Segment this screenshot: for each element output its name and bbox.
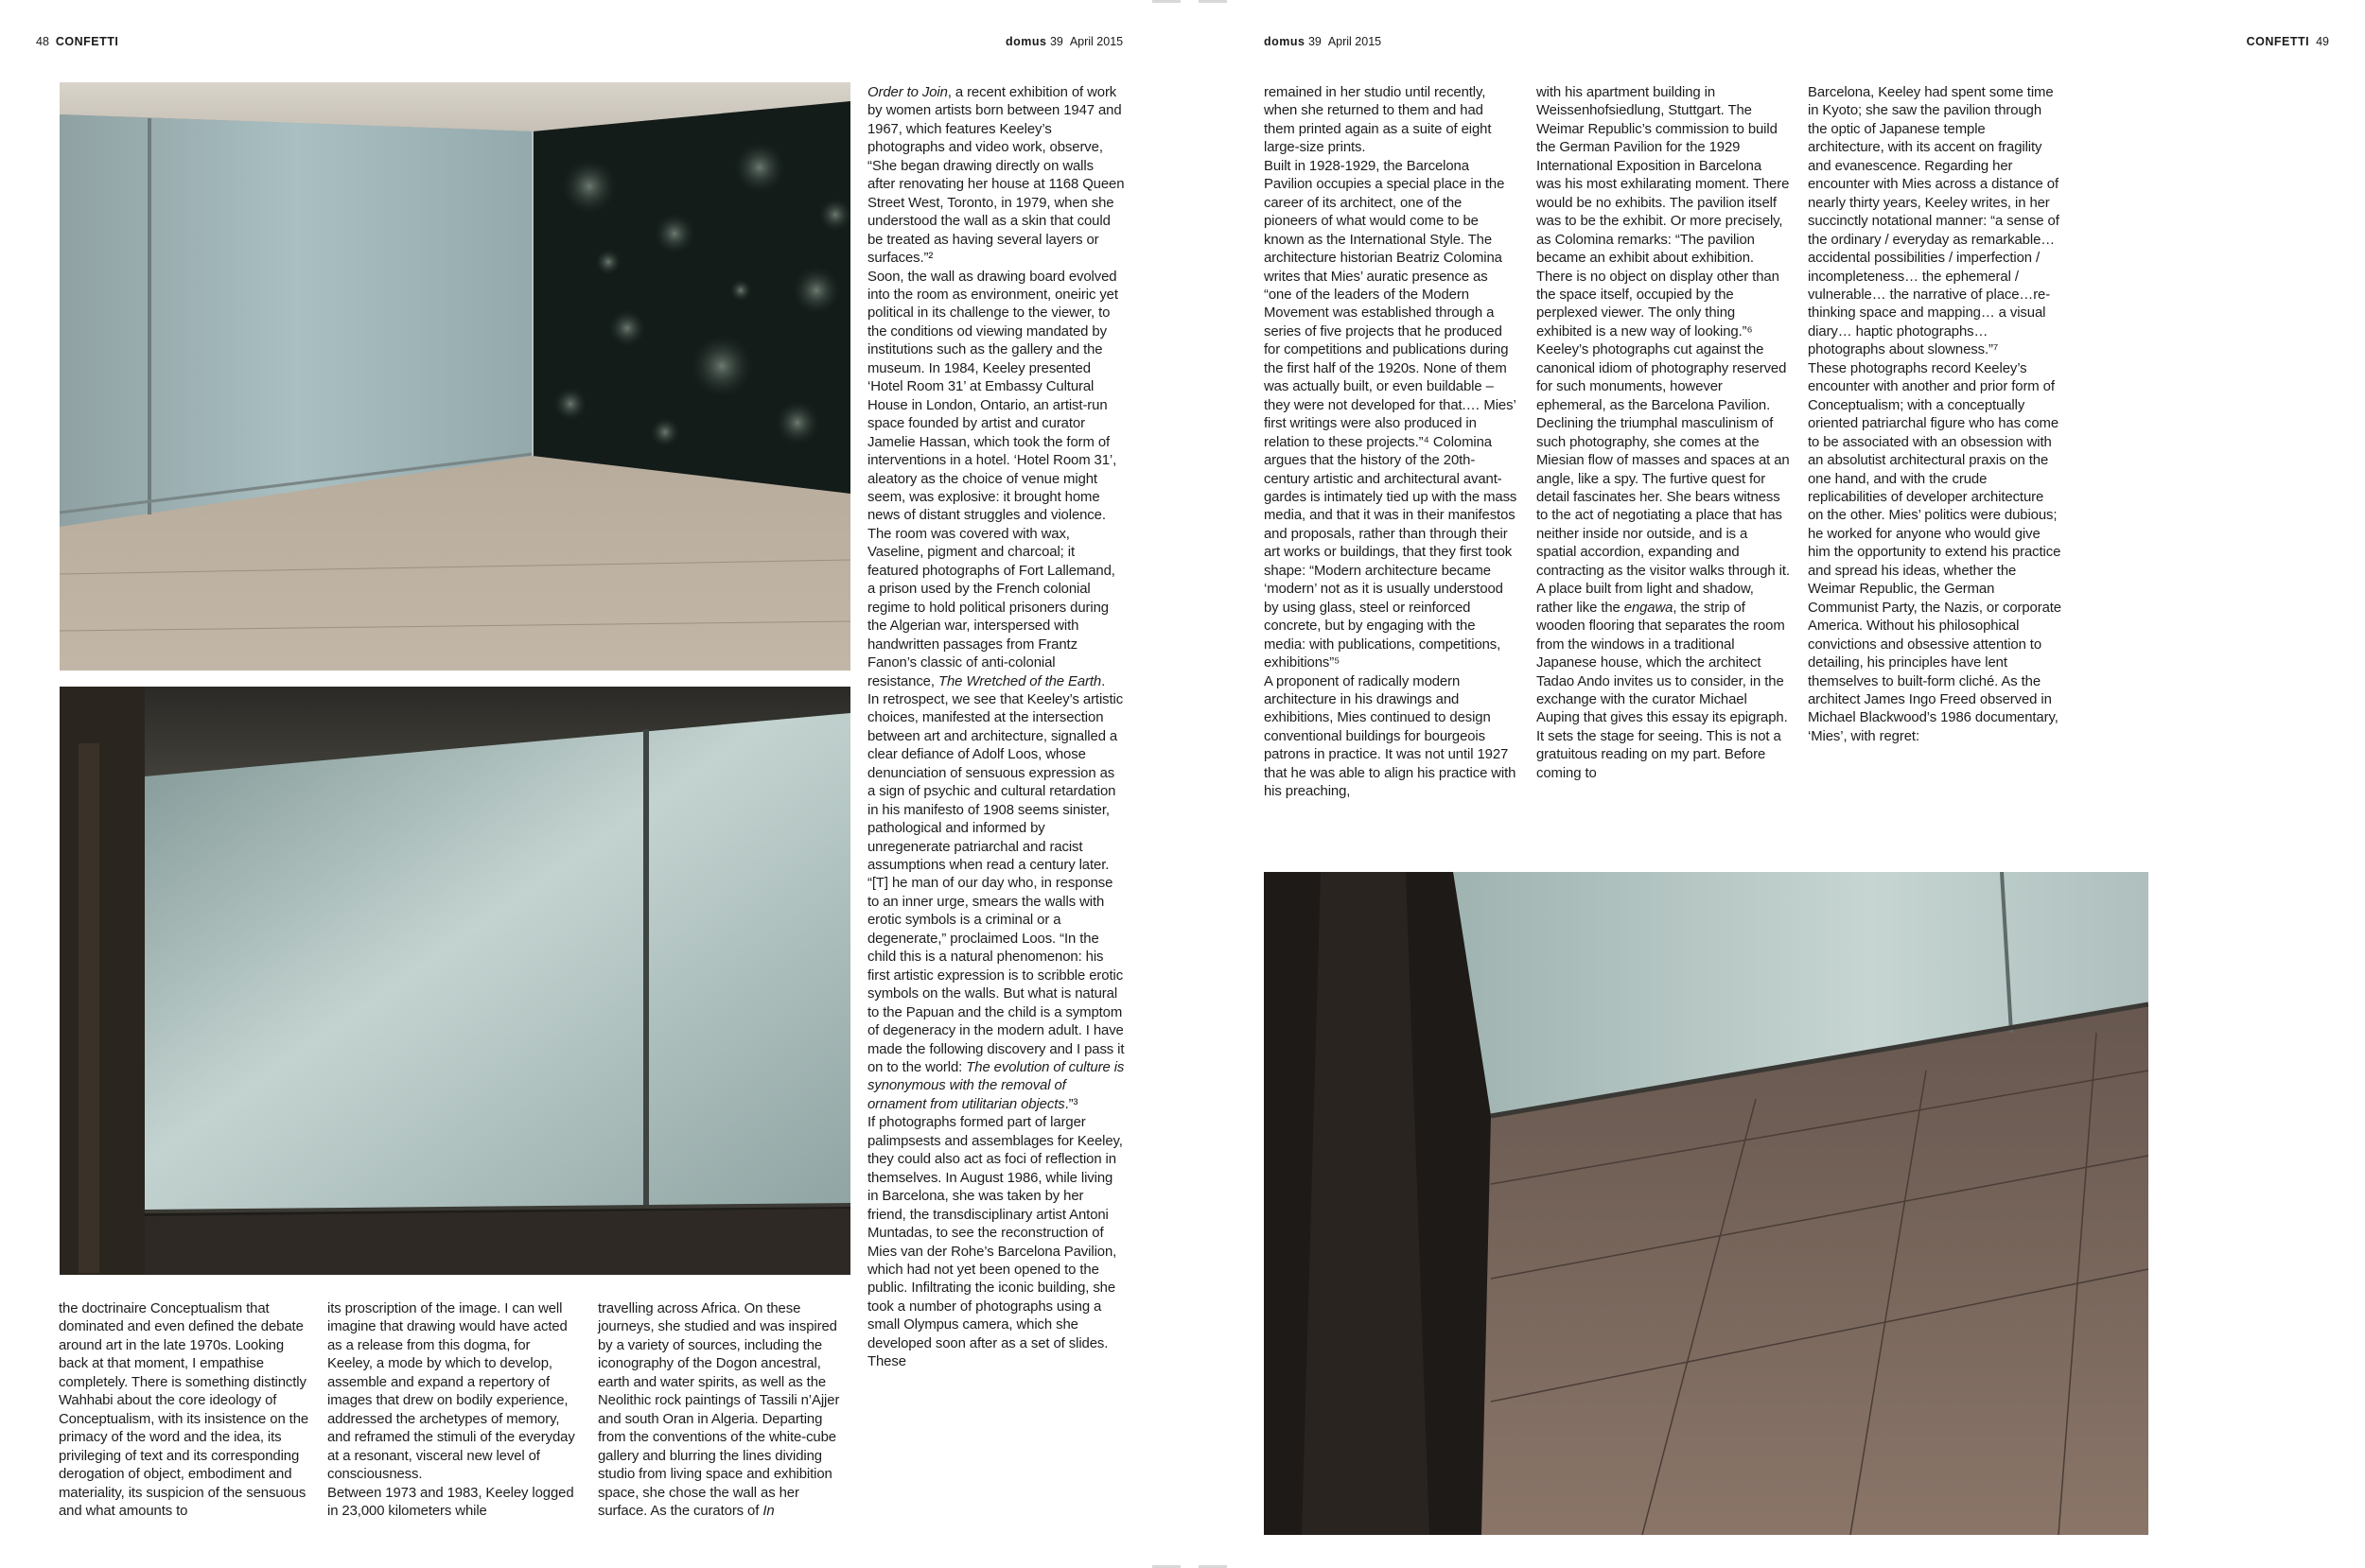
paragraph-text: remained in her studio until recently, when she returned to them and had them printed again as a suite of eight large-size prints. — [1264, 85, 1492, 156]
paragraph — [1808, 84, 2061, 360]
left-page-header — [36, 35, 118, 48]
left-issue-number: 39 — [1049, 35, 1063, 48]
paragraph — [1264, 84, 1517, 158]
paragraph-text-end: .”³ — [1064, 1096, 1078, 1112]
paragraph — [867, 1114, 1125, 1371]
top-gutter-mark-right — [1199, 0, 1227, 3]
photo-barcelona-pavilion-marble-corner — [60, 82, 850, 671]
paragraph-text: In retrospect, we see that Keeley’s artistic choices, manifested at the intersection between art and architecture, signalled a clear defiance of Adolf Loos, whose denunciation of sensuous expression as a sign of psychic and cultural retardation in his manifesto of 1908 seems sinister, pathological and informed by unregenerate patriarchal and racist assumptions when read a century later. “[T] he man of our day who, in response to an inner urge, smears the walls with erotic symbols is a criminal or a degenerate,” proclaimed Loos. “In the child this is a natural phenomenon: his first artistic expression is to scribble erotic symbols on the walls. But what is natural to the Papuan and the child is a symptom of degeneracy in the modern adult. I have made the following discovery and I pass it on to the world: — [867, 691, 1125, 1076]
paragraph-text: its proscription of the image. I can well imagine that drawing would have acted as a release from this dogma, for Keeley, a mode by which to develop, assemble and expand a repertory of images that drew on bodily experience, addressed the archetypes of memory, and reframed the stimuli of the everyday at a resonant, visceral new level of consciousness. — [327, 1301, 575, 1483]
paragraph-text: A proponent of radically modern architecture in his drawings and exhibitions, Mies continued to design conventional buildings for bourgeois patrons in practice. It was not until 1927 that he was able to align his practice with his preaching, — [1264, 673, 1516, 800]
paragraph-text: the doctrinaire Conceptualism that dominated and even defined the debate around art in the late 1970s. Looking back at that moment, I empathise completely. There is something distinctly Wahhabi about the core ideology of Conceptualism, with its insistence on the primacy of the word and the idea, its privileging of text and its corresponding derogation of object, embodiment and materiality, its suspicion of the sensuous and what amounts to — [59, 1301, 309, 1519]
paragraph — [327, 1300, 579, 1485]
paragraph — [1536, 84, 1790, 341]
paragraph-text: Barcelona, Keeley had spent some time in Kyoto; she saw the pavilion through the optic of Japanese temple architecture, with its accent on fragility and evanescence. Regarding her encounter with Mies across a distance of nearly thirty years, Keeley writes, in her succinctly notational manner: “a sense of the ordinary / everyday as remarkable… accidental possibilities / imperfection / incompleteness… the ephemeral / vulnerable… the narrative of place…re-thinking space and mapping… a visual diary… haptic photographs… photographs about slowness.”⁷ — [1808, 85, 2059, 358]
top-gutter-mark-left — [1152, 0, 1181, 3]
paragraph — [867, 84, 1125, 269]
italic-quotation: The evolution of culture is synonymous with the removal of ornament from utilitarian objects — [867, 1060, 1125, 1112]
paragraph — [598, 1300, 850, 1521]
right-page-header — [2247, 35, 2329, 48]
right-page-folio — [1264, 35, 1381, 48]
text-column-3 — [598, 1300, 850, 1521]
italic-book-title: The Wretched of the Earth — [937, 673, 1102, 689]
left-page-folio — [1006, 35, 1123, 48]
paragraph-text-end: . — [1101, 673, 1106, 689]
paragraph — [1536, 341, 1790, 783]
paragraph-text: If photographs formed part of larger palimpsests and assemblages for Keeley, they could also act as foci of reflection in themselves. In August 1986, while living in Barcelona, she was taken by her friend, the transdisciplinary artist Antoni Muntadas, to see the reconstruction of Mies van der Rohe’s Barcelona Pavilion, which had not yet been opened to the public. Infiltrating the iconic building, she took a number of photographs using a small Olympus camera, which she developed soon after as a set of slides. These — [867, 1115, 1123, 1370]
paragraph-text: , a recent exhibition of work by women artists born between 1947 and 1967, which features Keeley’s photographs and video work, observe, “She began drawing directly on walls after renovating her house at 1168 Queen Street West, Toronto, in 1979, when she understood the wall as a skin that could be treated as having several layers or surfaces.”² — [867, 85, 1125, 267]
photo-barcelona-pavilion-glass-wall — [60, 687, 850, 1275]
paragraph-text: Soon, the wall as drawing board evolved into the room as environment, oneiric yet political in its challenge to the viewer, to the conditions od viewing mandated by institutions such as the gallery and the museum. In 1984, Keeley presented ‘Hotel Room 31’ at Embassy Cultural House in London, Ontario, an artist-run space founded by artist and curator Jamelie Hassan, which took the form of interventions in a hotel. ‘Hotel Room 31’, aleatory as the choice of venue might seem, was explosive: it brought home news of distant struggles and violence. The room was covered with wax, Vaseline, pigment and charcoal; it featured photographs of Fort Lallemand, a prison used by the French colonial regime to hold political prisoners during the Algerian war, interspersed with handwritten passages from Frantz Fanon’s classic of anti-colonial resistance, — [867, 269, 1118, 689]
left-section-title: CONFETTI — [55, 35, 119, 48]
paragraph-text: with his apartment building in Weissenhofsiedlung, Stuttgart. The Weimar Republic’s commission to build the German Pavilion for the 1929 International Exposition in Barcelona was his most exhilarating moment. There would be no exhibits. The pavilion itself was to be the exhibit. Or more precisely, as Colomina remarks: “The pavilion became an exhibit about exhibition. There is no object on display other than the space itself, occupied by the perplexed viewer. The only thing exhibited is a new way of looking.”⁶ — [1536, 85, 1790, 340]
paragraph — [327, 1485, 579, 1522]
paragraph — [59, 1300, 310, 1521]
right-issue-number: 39 — [1307, 35, 1322, 48]
right-section-title: CONFETTI — [2246, 35, 2310, 48]
right-magazine-name: domus — [1264, 35, 1305, 48]
left-issue-date: April 2015 — [1069, 35, 1124, 48]
paragraph-text: Built in 1928-1929, the Barcelona Pavilion occupies a special place in the career of its architect, one of the pioneers of what would come to be known as the International Style. The architecture historian Beatriz Colomina writes that Mies’ auratic presence as “one of the leaders of the Modern Movement was established through a series of five projects that he produced for competitions and publications during the first half of the 1920s. None of them was actually built, or even buildable – they were not developed for that.… Mies’ first writings were also produced in relation to these projects.”⁴ Colomina argues that the history of the 20th-century artistic and architectural avant-gardes is intimately tied up with the mass media, and that it was in their manifestos and proposals, rather than through their art works or buildings, that they first took shape: “Modern architecture became ‘modern’ not as it is usually understood by using glass, steel or reinforced concrete, but by engaging with the media: with publications, competitions, exhibitions”⁵ — [1264, 158, 1517, 671]
paragraph-text: These photographs record Keeley’s encounter with another and prior form of Conceptualism; with a conceptually oriented patriarchal figure who has come to be associated with an obsession with an absolutist architectural praxis on the one hand, and with the crude replicabilities of developer architecture on the other. Mies’ politics were dubious; he worked for anyone who would give him the opportunity to extend his practice and spread his ideas, whether the Weimar Republic, the German Communist Party, the Nazis, or corporate America. Without his philosophical convictions and obsessive attention to detailing, his principles have lent themselves to built-form cliché. As the architect James Ingo Freed observed in Michael Blackwood’s 1986 documentary, ‘Mies’, with regret: — [1808, 360, 2061, 744]
left-magazine-name: domus — [1006, 35, 1047, 48]
italic-title-fragment: In — [762, 1503, 775, 1519]
paragraph — [1264, 158, 1517, 673]
text-column-5 — [1264, 84, 1517, 802]
text-column-6 — [1536, 84, 1790, 783]
right-issue-date: April 2015 — [1327, 35, 1382, 48]
paragraph-text: Between 1973 and 1983, Keeley logged in 23,000 kilometers while — [327, 1485, 574, 1519]
paragraph-text-end: , the strip of wooden flooring that separates the room from the windows in a traditional Japanese house, which the architect Tadao Ando invites us to consider, in the exchange with the curator Michael Auping that gives this essay its epigraph. It sets the stage for seeing. This is not a gratuitous reading on my part. Before coming to — [1536, 600, 1788, 781]
paragraph — [867, 269, 1125, 691]
italic-exhibition-title: Order to Join — [867, 85, 948, 100]
text-column-1 — [59, 1300, 310, 1521]
paragraph — [1264, 673, 1517, 802]
left-page-number: 48 — [36, 35, 49, 48]
italic-term: engawa — [1623, 600, 1673, 616]
text-column-7 — [1808, 84, 2061, 746]
photo-barcelona-pavilion-floor — [1264, 872, 2148, 1535]
paragraph-text: travelling across Africa. On these journeys, she studied and was inspired by a variety of sources, including the iconography of the Dogon ancestral, earth and water spirits, as well as the Neolithic rock paintings of Tassili n’Ajjer and south Oran in Algeria. Departing from the conventions of the white-cube gallery and blurring the lines dividing studio from living space and exhibition space, she chose the wall as her surface. As the curators of — [598, 1301, 840, 1519]
text-column-2 — [327, 1300, 579, 1521]
paragraph — [1808, 360, 2061, 747]
paragraph — [867, 691, 1125, 1114]
paragraph-text: Keeley’s photographs cut against the canonical idiom of photography reserved for such monuments, however ephemeral, as the Barcelona Pavilion. Declining the triumphal masculinism of such photography, she comes at the Miesian flow of masses and spaces at an angle, like a spy. The furtive quest for detail fascinates her. She bears witness to the act of negotiating a place that has neither inside nor outside, and is a spatial accordion, expanding and contracting as the visitor walks through it. A place built from light and shadow, rather like the — [1536, 342, 1790, 616]
right-page-number: 49 — [2316, 35, 2329, 48]
text-column-4 — [867, 84, 1125, 1372]
